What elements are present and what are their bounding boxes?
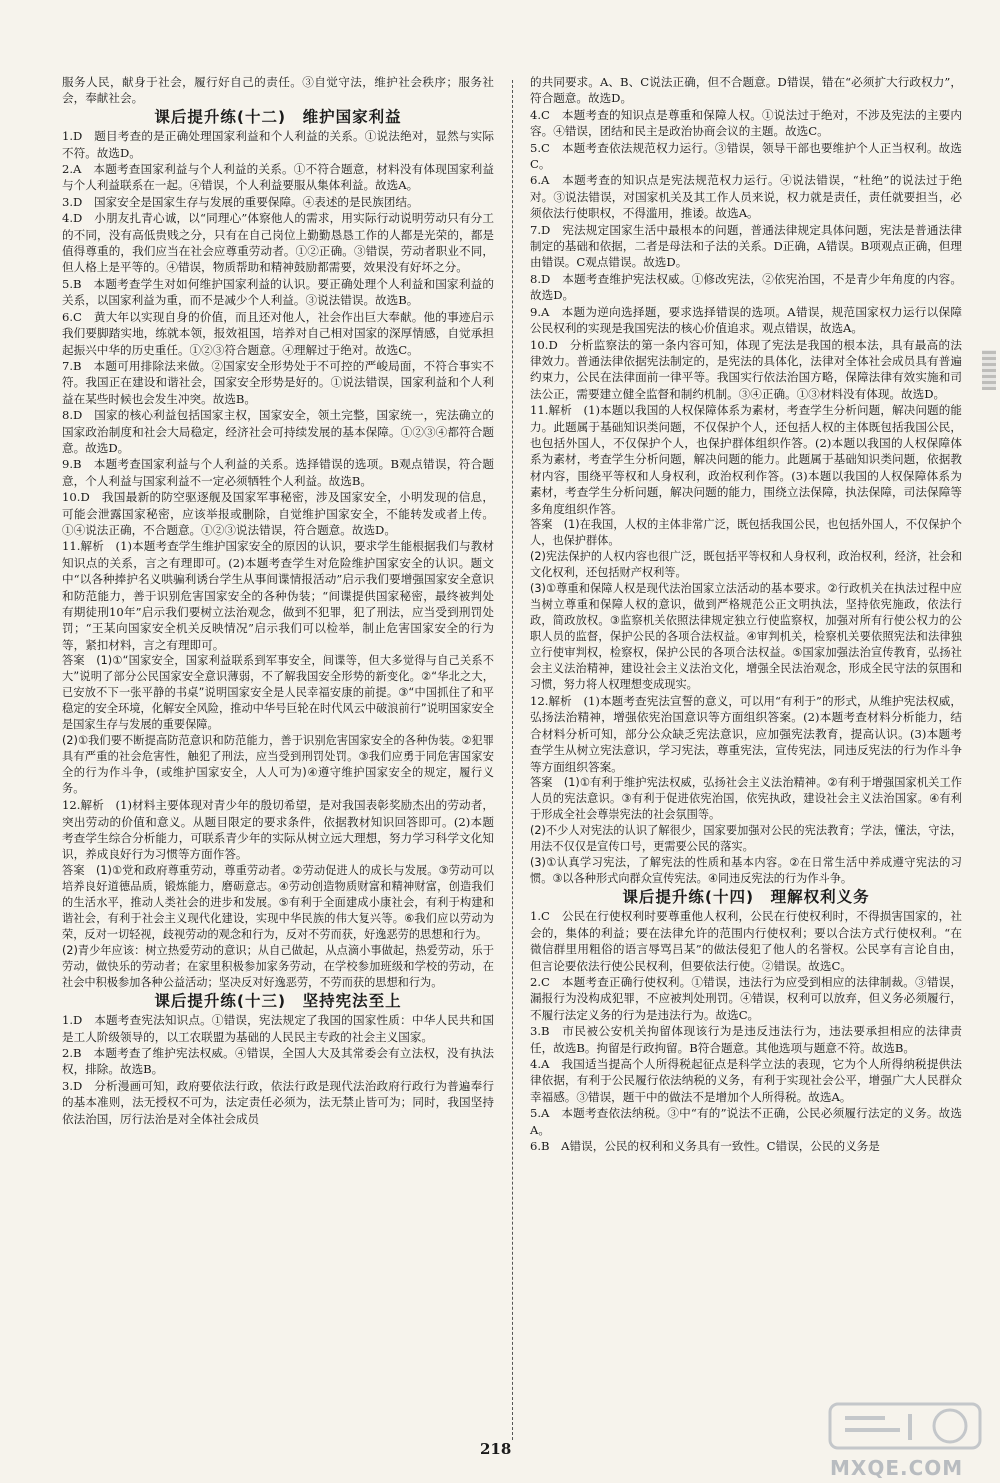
- s13-item-12-answer-1: 答案 (1)①有利于维护宪法权威，弘扬社会主义法治精神。②有利于增强国家机关工作人员的宪法意识。③有利于促进依宪治国，依宪执政，建设社会主义法治国家。④有利于形成全社会尊崇宪法的社会氛围等。: [530, 776, 962, 821]
- page-number: 218: [480, 1440, 512, 1458]
- right-lead-text: 的共同要求。A、B、C说法正确，但不合题意。D错误，错在“必须扩大行政权力”，符合题意。故选D。: [530, 75, 962, 106]
- s14-item-1: 1.C 公民在行使权利时要尊重他人权利，公民在行使权利时，不得损害国家的，社会的，集体的利益；要在法律允许的范围内行使权利；要以合法方式行使权利。“在微信群里用粗俗的语言辱骂吕某”的做法侵犯了他人的名誉权。公民享有言论自由，但言论要依法行使公民权利，但要依法行使。②错误。故选C。: [530, 909, 962, 973]
- s13-item-6: 6.A 本题考查的知识点是宪法规范权力运行。④说法错误，“杜绝”的说法过于绝对。③说法错误，对国家机关及其工作人员来说，权力就是责任，责任就要担当，必须依法行使职权，不得滥用，推诿。故选A。: [530, 173, 962, 221]
- s13-item-10: 10.D 分析监察法的第一条内容可知，体现了宪法是我国的根本法，具有最高的法律效力。普通法律依据宪法制定的，是宪法的具体化，法律对全体社会成员具有普遍约束力，公民在法律面前一律平等。我国实行依法治国方略，保障法律有效实施和司法公正，需要建立健全监督和制约机制。③④正确。①③材料没有体现。故选D。: [530, 337, 962, 401]
- s12-item-10: 10.D 我国最新的防空驱逐舰及国家军事秘密，涉及国家安全，小明发现的信息，可能会泄露国家秘密，应该举报或删除，自觉维护国家安全，不能转发或者上传。①④说法正确，不合题意。①②③说法错误，符合题意。故选D。: [62, 490, 494, 537]
- s12-item-7: 7.B 本题可用排除法来做。②国家安全形势处于不可控的严峻局面，不符合事实不符。我国正在建设和谐社会，国家安全形势是好的。①说法错误，国家利益和个人利益在某些时候也会发生冲突。故选B。: [62, 358, 494, 406]
- s14-item-6: 6.B A错误，公民的权利和义务具有一致性。C错误，公民的义务是: [530, 1139, 880, 1154]
- s12-item-12-analysis: 12.解析 (1)材料主要体现对青少年的殷切希望，是对我国表彰奖励杰出的劳动者，突出劳动的价值和意义。从题目限定的要求条件，依据教材知识回答即可。(2)本题考查学生综合分析能力，可联系青少年的实际从树立远大理想，努力学习科学文化知识，养成良好行为习惯等方面作答。: [62, 798, 494, 862]
- s13-item-11-answer-3: (3)①尊重和保障人权是现代法治国家立法活动的基本要求。②行政机关在执法过程中应当树立尊重和保障人权的意识，做到严格规范公正文明执法，坚持依宪施政，依法行政，简政放权。③监察机关依照法律规定独立行使监察权，加强对所有行使公权力的公职人员的监督，保护公民的各项合法权益。④审判机关，检察机关要依照宪法和法律独立行使审判权，检察权，保护公民的各项合法权益。⑤国家加强法治宣传教育，弘扬社会主义法治精神，建设社会主义法治文化，增强全民法治观念，形成全民守法的氛围和习惯，努力将人权理想变成现实。: [530, 581, 962, 691]
- s13-item-12-answer-3: (3)①认真学习宪法，了解宪法的性质和基本内容。②在日常生活中养成遵守宪法的习惯。③以各种形式向群众宣传宪法。④同违反宪法的行为作斗争。: [530, 856, 962, 885]
- s13-item-9: 9.A 本题为逆向选择题，要求选择错误的选项。A错误，规范国家权力运行以保障公民权利的实现是我国宪法的核心价值追求。观点错误，故选A。: [530, 304, 962, 336]
- s13-item-2: 2.B 本题考查了维护宪法权威。④错误，全国人大及其常委会有立法权，没有执法权，排除。故选B。: [62, 1046, 494, 1077]
- s12-item-12-answer-2: (2)青少年应该：树立热爱劳动的意识；从自己做起，从点滴小事做起，热爱劳动，乐于劳动，做快乐的劳动者；在家里积极参加家务劳动，在学校参加班级和学校的劳动，在社会中积极参加各种公益活动；坚决反对好逸恶劳，不劳而获的思想和行为。: [62, 943, 494, 989]
- s12-item-11-analysis: 11.解析 (1)本题考查学生维护国家安全的原因的认识，要求学生能根据我们与教材知识点的关系，言之有理即可。(2)本题考查学生对危险维护国家安全的认识。题文中“以各种捧护名义哄骗利诱台学生从事间谍情报活动”启示我们要增强国家安全意识和防范能力，善于识别危害国家安全的各种伪装；“间谍提供国家秘密，最终被判处有期徒刑10年”启示我们要树立法治观念，做到不犯罪，犯了刑法，应当受到刑罚处罚；“王某向国家安全机关反映情况”启示我们可以检举，制止危害国家安全的行为等，紧扣材料，言之有理即可。: [62, 539, 494, 652]
- section-14-title: 课后提升练(十四) 理解权利义务: [622, 888, 870, 906]
- s14-item-3: 3.B 市民被公安机关拘留体现该行为是违反违法行为，违法要承担相应的法律责任，故选B。拘留是行政拘留。B符合题意。其他选项与题意不符。故选B。: [530, 1024, 962, 1055]
- s13-item-12-answer-2: (2)不少人对宪法的认识了解很少，国家要加强对公民的宪法教育；学法，懂法，守法，用法不仅仅是宣传口号，更需要公民的落实。: [530, 824, 962, 853]
- s12-item-1: 1.D 题目考查的是正确处理国家利益和个人利益的关系。①说法绝对，显然与实际不符。故选D。: [62, 129, 494, 160]
- s14-item-2: 2.C 本题考查正确行使权利。①错误，违法行为应受到相应的法律制裁。③错误，漏报行为没构成犯罪，不应被判处刑罚。④错误，权利可以放弃，但义务必须履行，不履行法定义务的行为是违法行为。故选C。: [530, 975, 962, 1022]
- left-column: [62, 74, 494, 1127]
- s14-item-4: 4.A 我国适当提高个人所得税起征点是科学立法的表现，它为个人所得纳税提供法律依据，有利于公民履行依法纳税的义务，有利于实现社会公平，增强广大人民群众幸福感。③错误，题干中的做法不是增加个人所得税。故选A。: [530, 1057, 962, 1104]
- s13-item-5: 5.C 本题考查依法规范权力运行。③错误，领导干部也要维护个人正当权利。故选C。: [530, 140, 962, 172]
- s13-item-11-answer-2: (2)宪法保护的人权内容也很广泛，既包括平等权和人身权利，政治权利，经济，社会和文化权利，还包括财产权利等。: [530, 549, 962, 579]
- s12-item-5: 5.B 本题考查学生对如何维护国家利益的认识。要正确处理个人利益和国家利益的关系，以国家利益为重，而不是减少个人利益。③说法错误。故选B。: [62, 276, 494, 308]
- section-13-title: 课后提升练(十三) 坚持宪法至上: [154, 991, 402, 1010]
- s12-item-3: 3.D 国家安全是国家生存与发展的重要保障。④表述的是民族团结。: [62, 194, 419, 209]
- column-divider: [512, 80, 513, 1440]
- watermark-text: MXQE.COM: [830, 1456, 964, 1480]
- s13-item-8: 8.D 本题考查维护宪法权威。①修改宪法，②依宪治国，不是青少年角度的内容。故选D。: [530, 271, 962, 303]
- s14-item-5: 5.A 本题考查依法纳税。③中“有的”说法不正确，公民必须履行法定的义务。故选A。: [530, 1106, 962, 1137]
- s12-item-8: 8.D 国家的核心利益包括国家主权，国家安全，领土完整，国家统一，宪法确立的国家政治制度和社会大局稳定，经济社会可持续发展的基本保障。①②③④都符合题意。故选D。: [62, 408, 494, 455]
- s13-item-4: 4.C 本题考查的知识点是尊重和保障人权。①说法过于绝对，不涉及宪法的主要内容。④错误，团结和民主是政治协商会议的主题。故选C。: [530, 107, 962, 139]
- s13-item-11-analysis: 11.解析 (1)本题以我国的人权保障体系为素材，考查学生分析问题，解决问题的能力。此题属于基础知识类问题，不仅保护个人，还包括人权的主体既包括我国公民，也包括外国人，不仅保护个人，也保护群体组织作答。(2)本题以我国的人权保障体系为素材，考查学生分析问题，解决问题的能力。此题属于基础知识类问题，依据教材内容，围绕平等权和人身权利，政治权利作答。(3)本题以我国的人权保障体系为素材，考查学生分析问题，解决问题的能力，围绕立法保障，执法保障，司法保障等多角度组织作答。: [530, 403, 962, 516]
- section-12-title: 课后提升练(十二) 维护国家利益: [154, 107, 402, 126]
- s13-item-7: 7.D 宪法规定国家生活中最根本的问题，普通法律规定具体问题，宪法是普通法律制定的基础和依据，二者是母法和子法的关系。D正确，A错误。B项观点正确，但理由错误。C观点错误。故选D。: [530, 222, 962, 270]
- s12-item-2: 2.A 本题考查国家利益与个人利益的关系。①不符合题意，材料没有体现国家利益与个人利益联系在一起。④错误，个人利益要服从集体利益。故选A。: [62, 162, 494, 193]
- s12-item-11-answer-2: (2)①我们要不断提高防范意识和防范能力，善于识别危害国家安全的各种伪装。②犯罪具有严重的社会危害性，触犯了刑法，应当受到刑罚处罚。③我们应勇于同危害国家安全的行为作斗争，(或维护国家安全，人人可为)④遵守维护国家安全的规定，履行义务。: [62, 734, 494, 796]
- s12-item-4: 4.D 小朋友扎青心诚，以“同理心”体察他人的需求，用实际行动说明劳动只有分工的不同，没有高低贵贱之分，只有在自己岗位上勤勤恳恳工作的人都是光荣的，都是值得尊重的，我们应当在社会应尊重劳动者。①②正确。③错误，劳动者职业不同，但人格上是平等的。④错误，物质帮助和精神鼓励都需要，效果没有好坏之分。: [62, 211, 494, 275]
- s13-item-3: 3.D 分析漫画可知，政府要依法行政，依法行政是现代法治政府行政行为普遍奉行的基本准则，法无授权不可为，法定责任必须为，法无禁止皆可为；同时，我国坚持依法治国，厉行法治是对全体社会成员: [62, 1078, 494, 1126]
- s12-item-12-answer-1: 答案 (1)①党和政府尊重劳动，尊重劳动者。②劳动促进人的成长与发展。③劳动可以培养良好道德品质，锻炼能力，磨砺意志。④劳动创造物质财富和精神财富，创造我们的生活水平，推动人类社会的进步和发展。⑤有利于全面建成小康社会，有利于构建和谐社会，有利于社会主义现代化建设，实现中华民族的伟大复兴等。⑥我们应以劳动为荣，反对一切轻视，歧视劳动的观念和行为，反对不劳而获，好逸恶劳的思想和行为。: [62, 863, 494, 941]
- s13-item-11-answer-1: 答案 (1)在我国，人权的主体非常广泛，既包括我国公民，也包括外国人，不仅保护个人，也保护群体。: [530, 517, 962, 547]
- page-edge-mark: [982, 350, 996, 390]
- s13-item-1: 1.D 本题考查宪法知识点。①错误，宪法规定了我国的国家性质：中华人民共和国是工人阶级领导的，以工农联盟为基础的人民民主专政的社会主义国家。: [62, 1013, 494, 1044]
- left-lead-text: 服务人民，献身于社会，履行好自己的责任。③自觉守法，维护社会秩序；服务社会，奉献社会。: [62, 75, 494, 106]
- s13-item-12-analysis: 12.解析 (1)本题考查宪法宣誓的意义，可以用“有利于”的形式，从维护宪法权威，弘扬法治精神，增强依宪治国意识等方面组织答案。(2)本题考查材料分析能力，结合材料分析可知，部分公众缺乏宪法意识，应加强宪法教育，提高认识。(3)本题考查学生从树立宪法意识，学习宪法，尊重宪法，宣传宪法，同违反宪法的行为作斗争等方面组织答案。: [530, 693, 962, 774]
- s12-item-9: 9.B 本题考查国家利益与个人利益的关系。选择错误的选项。B观点错误，符合题意，个人利益与国家利益不一定必须牺牲个人利益。故选B。: [62, 457, 494, 488]
- s12-item-6: 6.C 黄大年以实现自身的价值，而且还对他人，社会作出巨大奉献。他的事迹启示我们要脚踏实地，练就本领，报效祖国，培养对自己相对国家的深厚情感，自觉承担起振兴中华的历史重任。①②③符合题意。④理解过于绝对。故选C。: [62, 309, 494, 357]
- s12-item-11-answer-1: 答案 (1)①“国家安全，国家利益联系到军事安全，间谍等，但大多觉得与自己关系不大”说明了部分公民国家安全意识薄弱，不了解我国安全形势的新变化。②“华北之大，已安放不下一张平静的书桌”说明国家安全是人民幸福安康的前提。③“中国抓住了和平稳定的安全环境，化解安全风险，推动中华号巨轮在时代风云中破浪前行”说明国家安全是国家生存与发展的重要保障。: [62, 654, 494, 732]
- right-column: [530, 74, 962, 1155]
